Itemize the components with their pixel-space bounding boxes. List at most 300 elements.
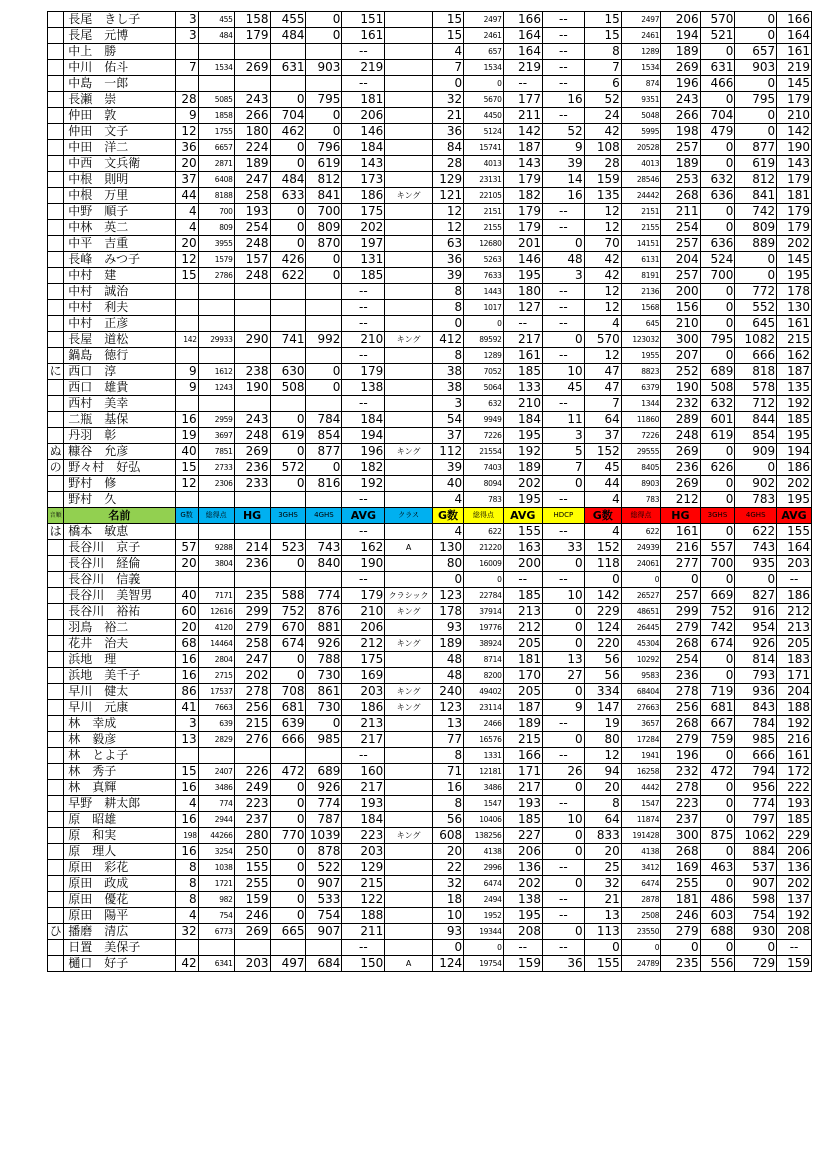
cell-avg-2: 182 xyxy=(503,188,542,204)
cell-hg-3: 299 xyxy=(661,604,700,620)
cell-4ghs-1: 730 xyxy=(306,700,342,716)
cell-total-points-2: 138256 xyxy=(464,828,503,844)
cell-total-points-2: 2494 xyxy=(464,892,503,908)
cell-3ghs-3: 742 xyxy=(700,620,735,636)
cell-avg-3: 203 xyxy=(777,556,812,572)
cell-total-points-1 xyxy=(198,348,234,364)
cell-hg-3: 223 xyxy=(661,796,700,812)
cell-g-count-3: 94 xyxy=(584,764,621,780)
cell-3ghs-3: 669 xyxy=(700,588,735,604)
cell-avg-1: -- xyxy=(342,748,385,764)
cell-3ghs-1: 681 xyxy=(270,700,306,716)
cell-hg-1: 238 xyxy=(234,364,270,380)
header-avg-3: AVG xyxy=(777,508,812,524)
cell-g-count-2: 48 xyxy=(432,668,463,684)
cell-total-points-2: 2466 xyxy=(464,716,503,732)
cell-avg-3: 222 xyxy=(777,780,812,796)
cell-g-count-2: 38 xyxy=(432,364,463,380)
cell-avg-1: 175 xyxy=(342,652,385,668)
cell-3ghs-1: 572 xyxy=(270,460,306,476)
cell-initial xyxy=(48,812,64,828)
cell-avg-1: 203 xyxy=(342,844,385,860)
cell-total-points-3: 28546 xyxy=(621,172,660,188)
cell-hg-3: 268 xyxy=(661,844,700,860)
cell-avg-1: 143 xyxy=(342,156,385,172)
cell-avg-2: 171 xyxy=(503,764,542,780)
cell-4ghs-3: 954 xyxy=(735,620,777,636)
cell-3ghs-1: 0 xyxy=(270,476,306,492)
cell-g-count-2: 37 xyxy=(432,428,463,444)
cell-total-points-1: 3486 xyxy=(198,780,234,796)
cell-g-count-1: 4 xyxy=(175,220,198,236)
cell-3ghs-3: 719 xyxy=(700,684,735,700)
table-row xyxy=(48,284,812,300)
cell-4ghs-3: 841 xyxy=(735,188,777,204)
table-row xyxy=(48,876,812,892)
cell-hg-3: 204 xyxy=(661,252,700,268)
cell-avg-1: 184 xyxy=(342,140,385,156)
table-row xyxy=(48,156,812,172)
cell-3ghs-1: 619 xyxy=(270,428,306,444)
cell-avg-2: 179 xyxy=(503,204,542,220)
cell-4ghs-3: 877 xyxy=(735,140,777,156)
header-g-count-3: G数 xyxy=(584,508,621,524)
cell-g-count-3: 0 xyxy=(584,572,621,588)
cell-total-points-2: 7633 xyxy=(464,268,503,284)
cell-class xyxy=(385,492,433,508)
cell-g-count-3: 8 xyxy=(584,796,621,812)
cell-g-count-2: 40 xyxy=(432,476,463,492)
cell-avg-2: 166 xyxy=(503,12,542,28)
cell-4ghs-3: 0 xyxy=(735,268,777,284)
cell-g-count-3: 42 xyxy=(584,252,621,268)
cell-total-points-1: 14464 xyxy=(198,636,234,652)
cell-total-points-3: 1955 xyxy=(621,348,660,364)
cell-total-points-1: 484 xyxy=(198,28,234,44)
cell-avg-2: 180 xyxy=(503,284,542,300)
cell-hg-3: 211 xyxy=(661,204,700,220)
table-row xyxy=(48,764,812,780)
cell-name: 原 和実 xyxy=(64,828,175,844)
cell-total-points-1 xyxy=(198,284,234,300)
cell-4ghs-3: 772 xyxy=(735,284,777,300)
cell-class xyxy=(385,268,433,284)
cell-initial xyxy=(48,796,64,812)
cell-4ghs-1: 0 xyxy=(306,380,342,396)
cell-g-count-3: 42 xyxy=(584,268,621,284)
cell-hg-3: 237 xyxy=(661,812,700,828)
cell-total-points-2: 22105 xyxy=(464,188,503,204)
cell-avg-2: 138 xyxy=(503,892,542,908)
cell-initial xyxy=(48,124,64,140)
cell-hdcp: 0 xyxy=(542,636,584,652)
cell-hg-3: 253 xyxy=(661,172,700,188)
table-header xyxy=(48,508,812,524)
cell-avg-1: 181 xyxy=(342,92,385,108)
cell-g-count-3: 833 xyxy=(584,828,621,844)
header-4ghs-3: 4GHS xyxy=(735,508,777,524)
cell-avg-2: 195 xyxy=(503,428,542,444)
cell-hg-3: 181 xyxy=(661,892,700,908)
cell-hg-3: 235 xyxy=(661,956,700,972)
cell-g-count-3: 52 xyxy=(584,92,621,108)
cell-avg-2: 195 xyxy=(503,908,542,924)
cell-hg-1: 202 xyxy=(234,668,270,684)
cell-initial xyxy=(48,620,64,636)
cell-3ghs-3: 0 xyxy=(700,524,735,540)
cell-g-count-1: 20 xyxy=(175,620,198,636)
cell-total-points-3: 1547 xyxy=(621,796,660,812)
table-row xyxy=(48,396,812,412)
cell-hg-1: 233 xyxy=(234,476,270,492)
cell-4ghs-3: 926 xyxy=(735,636,777,652)
cell-hdcp: 16 xyxy=(542,188,584,204)
cell-total-points-1: 1612 xyxy=(198,364,234,380)
cell-g-count-1: 3 xyxy=(175,28,198,44)
cell-name: 長谷川 信義 xyxy=(64,572,175,588)
cell-g-count-1: 15 xyxy=(175,460,198,476)
cell-name: 原 昭雄 xyxy=(64,812,175,828)
cell-4ghs-1 xyxy=(306,396,342,412)
cell-hg-1: 157 xyxy=(234,252,270,268)
cell-g-count-2: 0 xyxy=(432,572,463,588)
cell-g-count-2: 18 xyxy=(432,892,463,908)
cell-total-points-2: 10406 xyxy=(464,812,503,828)
cell-4ghs-1: 809 xyxy=(306,220,342,236)
cell-initial: は xyxy=(48,524,64,540)
cell-hdcp: 0 xyxy=(542,476,584,492)
cell-total-points-2: 5670 xyxy=(464,92,503,108)
cell-4ghs-1: 854 xyxy=(306,428,342,444)
cell-avg-3: 190 xyxy=(777,140,812,156)
cell-name: 林 幸成 xyxy=(64,716,175,732)
cell-hg-3: 279 xyxy=(661,924,700,940)
cell-3ghs-3: 557 xyxy=(700,540,735,556)
cell-name: 早野 耕太郎 xyxy=(64,796,175,812)
cell-total-points-2: 1331 xyxy=(464,748,503,764)
cell-avg-1: 203 xyxy=(342,684,385,700)
cell-4ghs-1: 881 xyxy=(306,620,342,636)
cell-avg-1: -- xyxy=(342,316,385,332)
cell-g-count-3: 37 xyxy=(584,428,621,444)
cell-avg-1: 206 xyxy=(342,108,385,124)
cell-g-count-1: 3 xyxy=(175,12,198,28)
cell-g-count-3: 56 xyxy=(584,668,621,684)
cell-total-points-3: 24939 xyxy=(621,540,660,556)
cell-name: 中島 一郎 xyxy=(64,76,175,92)
cell-4ghs-1 xyxy=(306,492,342,508)
cell-total-points-3: 5048 xyxy=(621,108,660,124)
cell-name: 野々村 好弘 xyxy=(64,460,175,476)
cell-g-count-3: 64 xyxy=(584,412,621,428)
cell-3ghs-1: 0 xyxy=(270,652,306,668)
cell-4ghs-3: 909 xyxy=(735,444,777,460)
cell-class xyxy=(385,620,433,636)
cell-initial xyxy=(48,556,64,572)
cell-3ghs-1: 0 xyxy=(270,236,306,252)
table-row xyxy=(48,76,812,92)
cell-g-count-1: 8 xyxy=(175,876,198,892)
cell-3ghs-3: 472 xyxy=(700,764,735,780)
cell-avg-3: 208 xyxy=(777,924,812,940)
cell-g-count-3: 13 xyxy=(584,908,621,924)
cell-class xyxy=(385,236,433,252)
cell-3ghs-1 xyxy=(270,492,306,508)
cell-avg-2: 189 xyxy=(503,460,542,476)
cell-g-count-2: 412 xyxy=(432,332,463,348)
table-row xyxy=(48,540,812,556)
cell-hdcp: -- xyxy=(542,396,584,412)
cell-hg-1: 254 xyxy=(234,220,270,236)
cell-3ghs-3: 0 xyxy=(700,476,735,492)
cell-g-count-1 xyxy=(175,572,198,588)
cell-hg-3: 254 xyxy=(661,220,700,236)
cell-avg-2: 189 xyxy=(503,716,542,732)
cell-4ghs-1: 0 xyxy=(306,460,342,476)
cell-g-count-2: 12 xyxy=(432,220,463,236)
cell-total-points-3: 191428 xyxy=(621,828,660,844)
cell-3ghs-1: 508 xyxy=(270,380,306,396)
cell-hdcp: 0 xyxy=(542,844,584,860)
cell-g-count-2: 84 xyxy=(432,140,463,156)
cell-avg-3: 195 xyxy=(777,428,812,444)
cell-hdcp: -- xyxy=(542,284,584,300)
cell-g-count-2: 8 xyxy=(432,284,463,300)
cell-hdcp: 10 xyxy=(542,364,584,380)
cell-avg-1: 150 xyxy=(342,956,385,972)
cell-total-points-2: 5064 xyxy=(464,380,503,396)
table-row xyxy=(48,380,812,396)
cell-hg-1: 255 xyxy=(234,876,270,892)
cell-4ghs-3: 843 xyxy=(735,700,777,716)
cell-hg-1 xyxy=(234,940,270,956)
cell-g-count-2: 8 xyxy=(432,748,463,764)
cell-hg-3: 216 xyxy=(661,540,700,556)
cell-avg-3: 215 xyxy=(777,332,812,348)
cell-avg-1: -- xyxy=(342,524,385,540)
cell-class xyxy=(385,44,433,60)
table-row xyxy=(48,620,812,636)
cell-g-count-3: 25 xyxy=(584,860,621,876)
cell-total-points-2: 1289 xyxy=(464,348,503,364)
header-4ghs-1: 4GHS xyxy=(306,508,342,524)
cell-3ghs-1: 630 xyxy=(270,364,306,380)
cell-avg-3: 188 xyxy=(777,700,812,716)
cell-3ghs-1: 455 xyxy=(270,12,306,28)
cell-4ghs-1: 684 xyxy=(306,956,342,972)
cell-avg-2: 187 xyxy=(503,700,542,716)
cell-avg-2: 127 xyxy=(503,300,542,316)
cell-3ghs-3: 875 xyxy=(700,828,735,844)
cell-total-points-1: 1858 xyxy=(198,108,234,124)
cell-hdcp: 10 xyxy=(542,588,584,604)
cell-total-points-2: 5124 xyxy=(464,124,503,140)
cell-avg-3: 186 xyxy=(777,460,812,476)
cell-name: 花井 治夫 xyxy=(64,636,175,652)
header-hdcp: HDCP xyxy=(542,508,584,524)
cell-g-count-2: 20 xyxy=(432,844,463,860)
cell-3ghs-3: 0 xyxy=(700,284,735,300)
cell-total-points-2: 0 xyxy=(464,316,503,332)
cell-g-count-1: 142 xyxy=(175,332,198,348)
cell-3ghs-3: 0 xyxy=(700,748,735,764)
cell-class xyxy=(385,940,433,956)
cell-hg-1: 279 xyxy=(234,620,270,636)
cell-4ghs-1: 533 xyxy=(306,892,342,908)
cell-class xyxy=(385,396,433,412)
cell-g-count-2: 129 xyxy=(432,172,463,188)
cell-class xyxy=(385,204,433,220)
cell-total-points-2: 7226 xyxy=(464,428,503,444)
cell-total-points-2: 22784 xyxy=(464,588,503,604)
cell-total-points-1 xyxy=(198,396,234,412)
cell-g-count-3: 42 xyxy=(584,124,621,140)
cell-g-count-1 xyxy=(175,940,198,956)
cell-g-count-2: 4 xyxy=(432,44,463,60)
cell-4ghs-1 xyxy=(306,76,342,92)
cell-avg-3: 135 xyxy=(777,380,812,396)
cell-g-count-1: 16 xyxy=(175,812,198,828)
cell-hdcp: 0 xyxy=(542,732,584,748)
cell-avg-1: 194 xyxy=(342,428,385,444)
cell-hdcp: 0 xyxy=(542,604,584,620)
cell-g-count-3: 6 xyxy=(584,76,621,92)
cell-hg-1 xyxy=(234,316,270,332)
cell-hdcp: 0 xyxy=(542,236,584,252)
cell-total-points-2: 89592 xyxy=(464,332,503,348)
cell-total-points-1: 3254 xyxy=(198,844,234,860)
cell-avg-1: 217 xyxy=(342,780,385,796)
cell-hdcp: -- xyxy=(542,492,584,508)
cell-class xyxy=(385,572,433,588)
cell-hg-3: 207 xyxy=(661,348,700,364)
cell-4ghs-3: 0 xyxy=(735,76,777,92)
cell-initial xyxy=(48,476,64,492)
header-total-points-1: 総得点 xyxy=(198,508,234,524)
cell-name: 長谷川 京子 xyxy=(64,540,175,556)
cell-g-count-1: 57 xyxy=(175,540,198,556)
table-row xyxy=(48,604,812,620)
cell-3ghs-3: 0 xyxy=(700,572,735,588)
table-row xyxy=(48,316,812,332)
cell-3ghs-1: 708 xyxy=(270,684,306,700)
cell-class xyxy=(385,380,433,396)
cell-3ghs-1: 665 xyxy=(270,924,306,940)
cell-initial xyxy=(48,748,64,764)
cell-hg-1 xyxy=(234,396,270,412)
table-row xyxy=(48,956,812,972)
cell-4ghs-1: 796 xyxy=(306,140,342,156)
cell-total-points-3: 2497 xyxy=(621,12,660,28)
cell-total-points-3: 4138 xyxy=(621,844,660,860)
cell-name: 中村 誠治 xyxy=(64,284,175,300)
cell-hg-1: 158 xyxy=(234,12,270,28)
cell-avg-3: 202 xyxy=(777,876,812,892)
cell-3ghs-1: 0 xyxy=(270,412,306,428)
cell-total-points-3: 622 xyxy=(621,524,660,540)
cell-g-count-3: 229 xyxy=(584,604,621,620)
cell-hg-1 xyxy=(234,748,270,764)
cell-total-points-3: 645 xyxy=(621,316,660,332)
cell-avg-3: 185 xyxy=(777,812,812,828)
cell-total-points-2: 23131 xyxy=(464,172,503,188)
cell-4ghs-1: 795 xyxy=(306,92,342,108)
cell-class: キング xyxy=(385,604,433,620)
cell-initial xyxy=(48,268,64,284)
cell-avg-2: 155 xyxy=(503,524,542,540)
cell-3ghs-1: 0 xyxy=(270,92,306,108)
cell-name: 原田 陽平 xyxy=(64,908,175,924)
cell-avg-3: 142 xyxy=(777,124,812,140)
cell-total-points-3: 2878 xyxy=(621,892,660,908)
cell-class xyxy=(385,140,433,156)
cell-name: 長尾 きし子 xyxy=(64,12,175,28)
cell-g-count-1: 86 xyxy=(175,684,198,700)
cell-g-count-2: 13 xyxy=(432,716,463,732)
cell-avg-3: 219 xyxy=(777,60,812,76)
cell-g-count-3: 113 xyxy=(584,924,621,940)
cell-initial: ひ xyxy=(48,924,64,940)
cell-hg-1 xyxy=(234,572,270,588)
cell-g-count-2: 4 xyxy=(432,524,463,540)
table-row xyxy=(48,652,812,668)
cell-hdcp: 3 xyxy=(542,268,584,284)
cell-name: 長谷川 経倫 xyxy=(64,556,175,572)
cell-avg-2: 166 xyxy=(503,748,542,764)
cell-g-count-1: 32 xyxy=(175,924,198,940)
cell-class xyxy=(385,892,433,908)
cell-total-points-2: 12181 xyxy=(464,764,503,780)
cell-total-points-1: 809 xyxy=(198,220,234,236)
cell-name: 長尾 元博 xyxy=(64,28,175,44)
cell-4ghs-3: 797 xyxy=(735,812,777,828)
cell-avg-3: 202 xyxy=(777,236,812,252)
cell-4ghs-3: 622 xyxy=(735,524,777,540)
table-row xyxy=(48,188,812,204)
cell-4ghs-1: 907 xyxy=(306,876,342,892)
cell-avg-1: 151 xyxy=(342,12,385,28)
cell-4ghs-1: 784 xyxy=(306,412,342,428)
cell-hg-1: 189 xyxy=(234,156,270,172)
cell-name: 林 毅彦 xyxy=(64,732,175,748)
cell-avg-1: 131 xyxy=(342,252,385,268)
cell-avg-1: 192 xyxy=(342,476,385,492)
cell-4ghs-1: 700 xyxy=(306,204,342,220)
cell-g-count-3: 12 xyxy=(584,300,621,316)
cell-name: 長屋 道松 xyxy=(64,332,175,348)
cell-hg-1: 237 xyxy=(234,812,270,828)
cell-hg-1: 224 xyxy=(234,140,270,156)
cell-hdcp: 9 xyxy=(542,140,584,156)
cell-3ghs-3: 636 xyxy=(700,188,735,204)
cell-class xyxy=(385,460,433,476)
cell-avg-1: 197 xyxy=(342,236,385,252)
cell-class xyxy=(385,284,433,300)
cell-g-count-2: 8 xyxy=(432,300,463,316)
cell-hg-1: 203 xyxy=(234,956,270,972)
cell-g-count-2: 4 xyxy=(432,492,463,508)
cell-name: 西口 雄貴 xyxy=(64,380,175,396)
cell-avg-3: 229 xyxy=(777,828,812,844)
cell-4ghs-1: 876 xyxy=(306,604,342,620)
cell-4ghs-1: 787 xyxy=(306,812,342,828)
header-hg-3: HG xyxy=(661,508,700,524)
cell-4ghs-1: 861 xyxy=(306,684,342,700)
cell-hg-1: 258 xyxy=(234,636,270,652)
cell-g-count-3: 8 xyxy=(584,44,621,60)
cell-hdcp: -- xyxy=(542,908,584,924)
cell-avg-3: 166 xyxy=(777,12,812,28)
